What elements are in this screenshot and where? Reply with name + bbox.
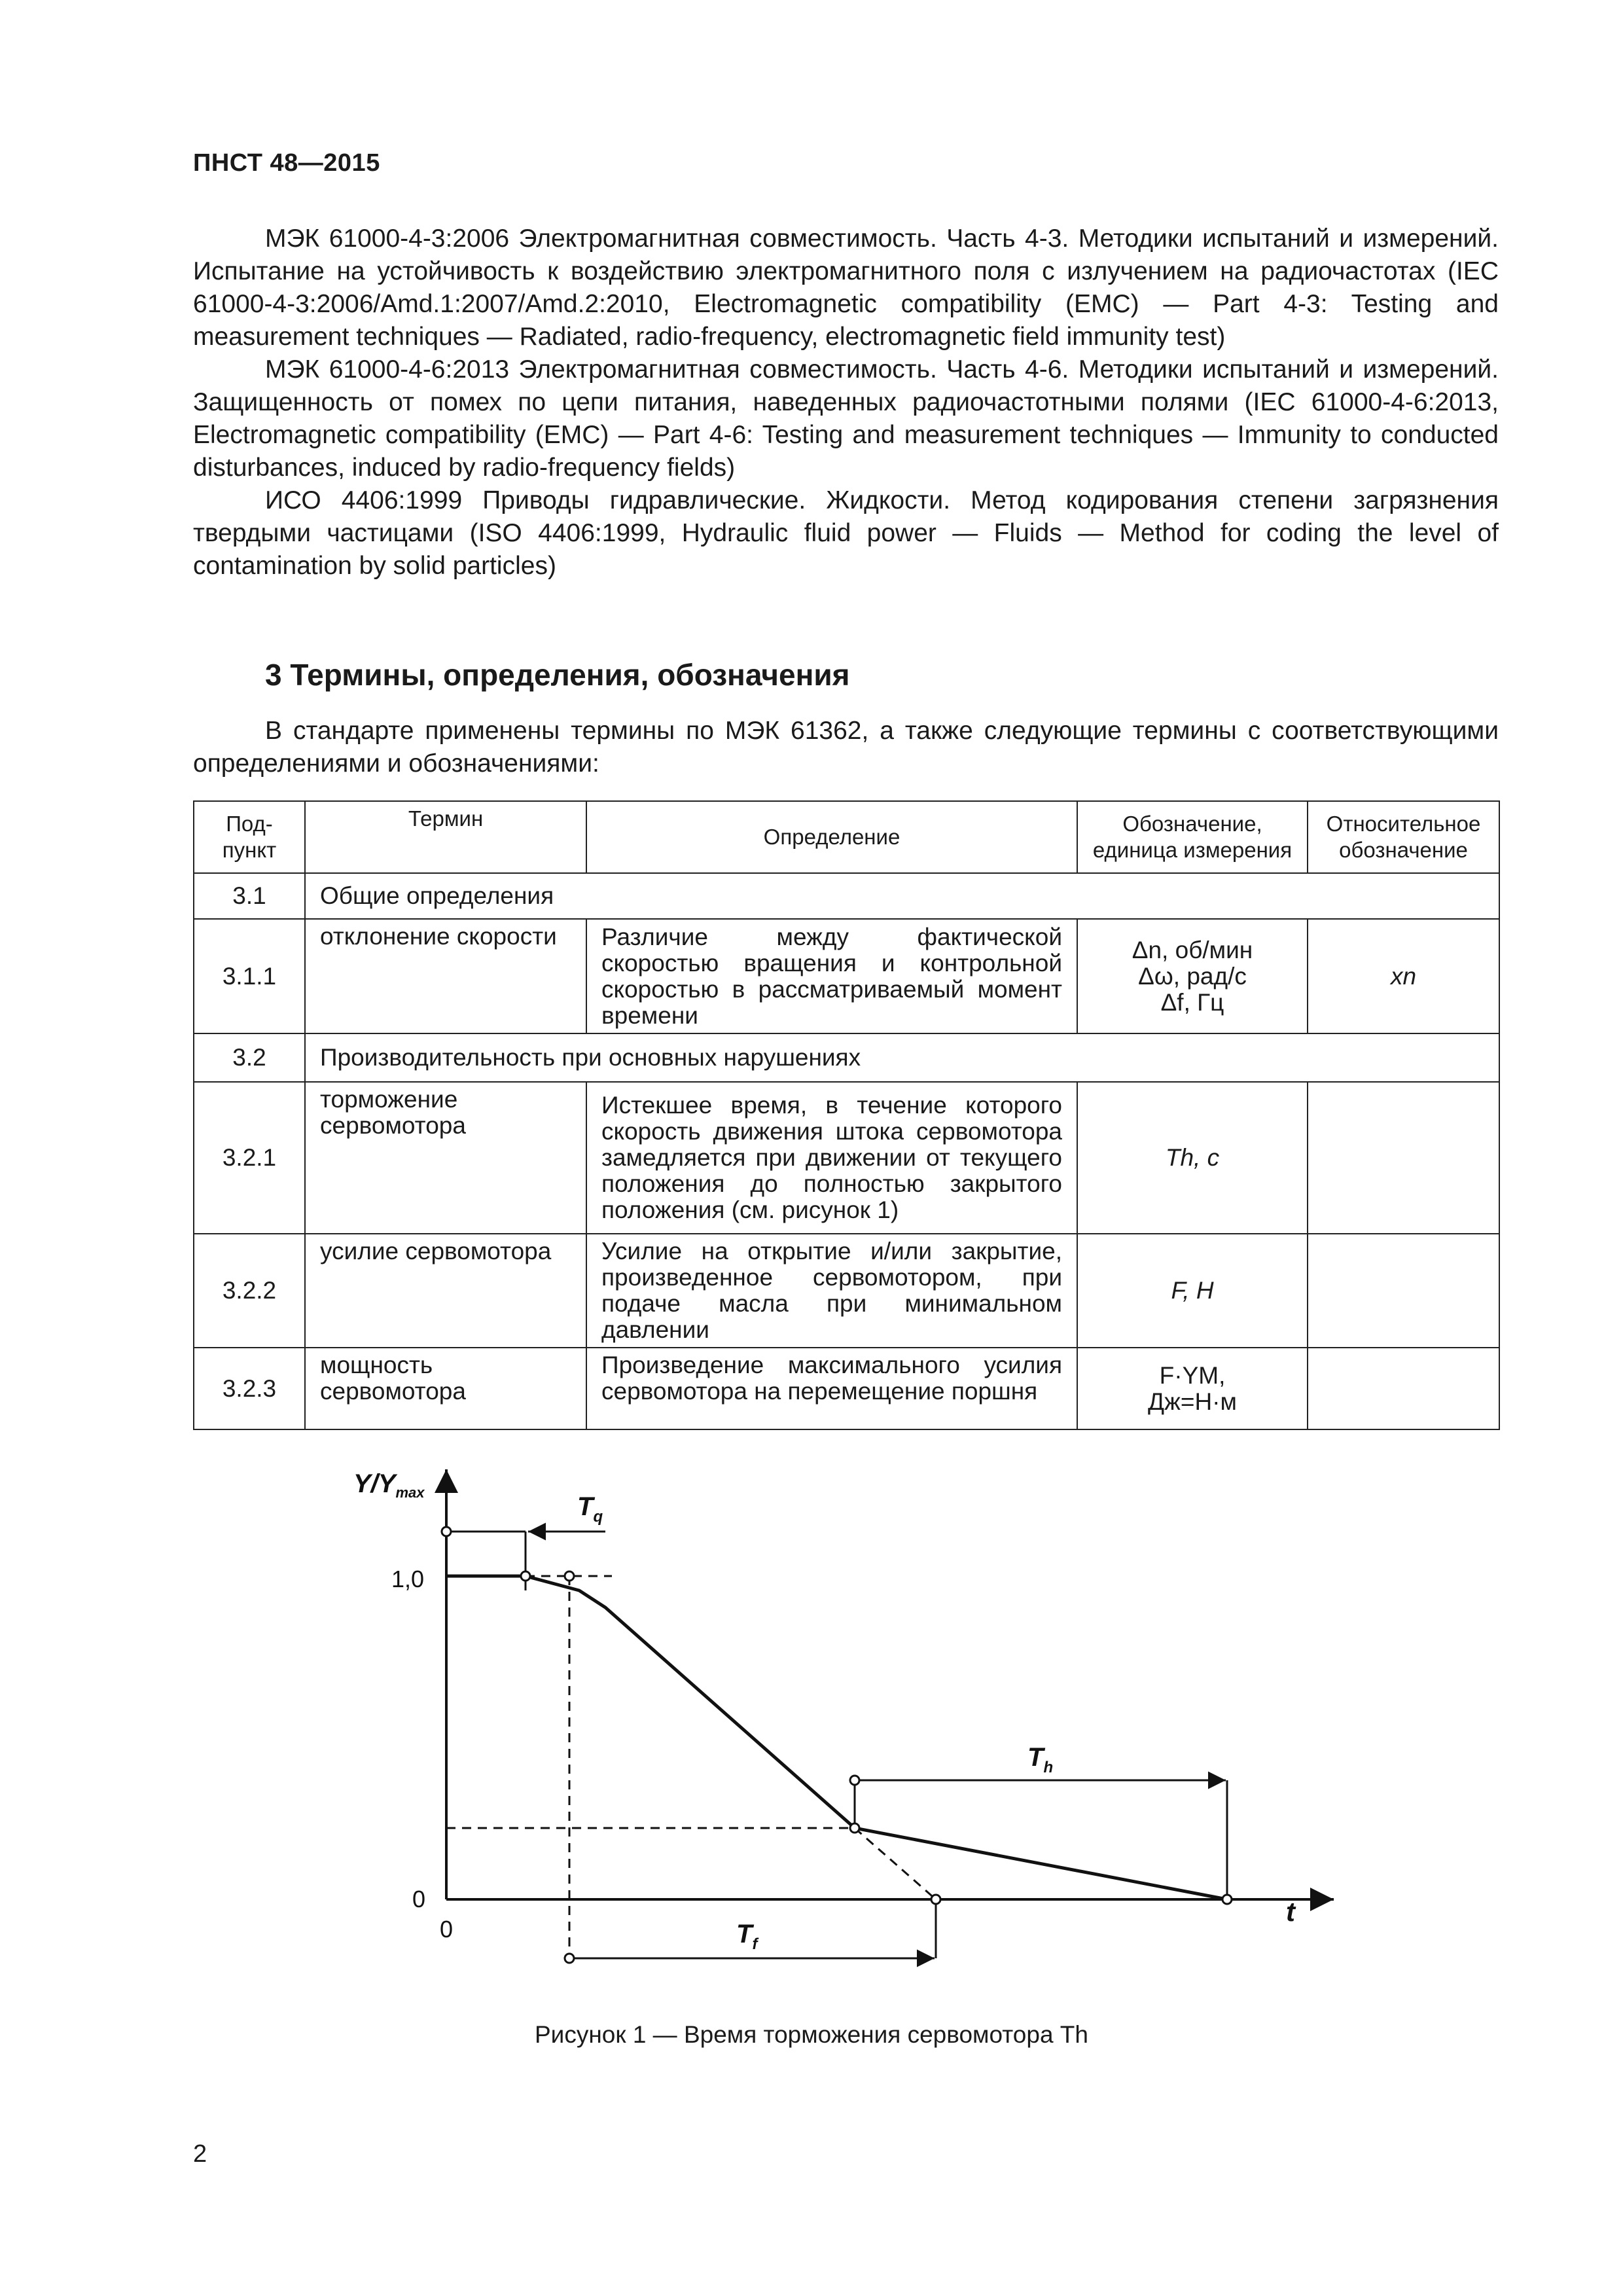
symbol-line: Дж=Н·м <box>1148 1388 1237 1415</box>
tq-label: $T_q$ <box>577 1492 603 1526</box>
marker-point <box>565 1954 574 1963</box>
term-cell: отклонение скорости <box>305 919 586 1033</box>
row-number: 3.2.3 <box>194 1348 305 1429</box>
term-cell: усилие сервомотора <box>305 1234 586 1348</box>
term-cell: торможение сервомотора <box>305 1082 586 1234</box>
row-number: 3.1.1 <box>194 919 305 1033</box>
table-row <box>194 1082 1499 1234</box>
relative-symbol-cell <box>1308 1082 1499 1234</box>
marker-point <box>1222 1895 1232 1904</box>
symbol-line: Δf, Гц <box>1160 988 1224 1016</box>
symbol-line: Δn, об/мин <box>1132 936 1253 963</box>
table-row <box>194 919 1499 1033</box>
dashed-slope-extension <box>855 1828 936 1899</box>
symbol-cell <box>1077 919 1308 1033</box>
symbol-line: Δω, рад/с <box>1138 962 1247 990</box>
servomotor-position-curve <box>446 1576 1227 1899</box>
figure-caption: Рисунок 1 — Время торможения сервомотора Th <box>535 2021 1088 2048</box>
header-term: Термин <box>305 801 586 873</box>
marker-point <box>565 1571 574 1581</box>
row-number: 3.2.1 <box>194 1082 305 1234</box>
symbol-cell <box>1077 1348 1308 1429</box>
symbol-cell <box>1077 1234 1308 1348</box>
marker-point <box>850 1823 859 1833</box>
relative-symbol: xn <box>1390 962 1417 990</box>
tick-x-0: 0 <box>440 1916 454 1943</box>
symbol-line: F·YМ, <box>1159 1361 1226 1389</box>
tf-label: $T_f$ <box>736 1920 758 1953</box>
group-title: Производительность при основных нарушениях <box>305 1033 1499 1082</box>
definition-cell: Усилие на открытие и/или закрытие, произведенное сервомотором, при подаче масла при минимальном давлении <box>586 1234 1077 1348</box>
marker-point <box>521 1571 530 1581</box>
header-relative: Относительное обозначение <box>1308 801 1499 873</box>
table-row <box>194 1348 1499 1429</box>
term-cell: мощность сервомотора <box>305 1348 586 1429</box>
definition-cell: Различие между фактической скоростью вращения и контрольной скоростью в рассматриваемый момент времени <box>586 919 1077 1033</box>
table-row <box>194 1033 1499 1082</box>
curve-markers <box>442 1527 1232 1963</box>
th-label: $T_h$ <box>1027 1743 1054 1776</box>
header-symbol: Обозначение, единица измерения <box>1077 801 1308 873</box>
marker-point <box>931 1895 940 1904</box>
header-definition: Определение <box>586 801 1077 873</box>
group-title: Общие определения <box>305 873 1499 919</box>
tick-y-0: 0 <box>412 1886 426 1912</box>
table-header-row <box>194 801 1499 873</box>
relative-symbol-cell <box>1308 919 1499 1033</box>
marker-point <box>442 1527 451 1536</box>
relative-symbol-cell <box>1308 1234 1499 1348</box>
terms-table <box>193 800 1500 1430</box>
header-subclause: Под-пункт <box>194 801 305 873</box>
x-axis-label: t <box>1286 1896 1295 1927</box>
row-number: 3.2.2 <box>194 1234 305 1348</box>
reference-iso-4406: ИСО 4406:1999 Приводы гидравлические. Жидкости. Метод кодирования степени загрязнения твердыми частицами (ISO 4406:1999, Hydraulic fluid power — Fluids — Method for coding the level of contamination by solid particles) <box>193 486 1499 580</box>
definition-cell: Истекшее время, в течение которого скорость движения штока сервомотора замедляется при движении от текущего положения до полностью закрытого положения (см. рисунок 1) <box>586 1082 1077 1234</box>
normative-references <box>193 223 1499 583</box>
braking-time-figure <box>314 1460 1361 1996</box>
y-axis-label: $Y/Y_{max}$ <box>353 1469 425 1501</box>
table-row <box>194 1234 1499 1348</box>
document-code: ПНСТ 48—2015 <box>193 149 380 177</box>
definition-cell: Произведение максимального усилия сервомотора на перемещение поршня <box>586 1348 1077 1429</box>
table-row <box>194 873 1499 919</box>
reference-iec-61000-4-3: МЭК 61000-4-3:2006 Электромагнитная совместимость. Часть 4-3. Методики испытаний и измерений. Испытание на устойчивость к воздействию электромагнитного поля с излучением на радиочастотах (IEC 61000-4-3:2006/Amd.1:2007/Amd.2:2010, Electromagnetic compatibility (EMC) — Part 4-3: Testing and measurement techniques — Radiated, radio-frequency, electromagnetic field immunity test) <box>193 224 1499 351</box>
section-title: 3 Термины, определения, обозначения <box>265 658 850 692</box>
symbol-cell <box>1077 1082 1308 1234</box>
marker-point <box>850 1776 859 1785</box>
row-number: 3.1 <box>194 873 305 919</box>
tick-y-1: 1,0 <box>391 1566 425 1592</box>
symbol-text: Th, с <box>1165 1144 1220 1171</box>
page-number: 2 <box>193 2140 207 2168</box>
row-number: 3.2 <box>194 1033 305 1082</box>
relative-symbol-cell <box>1308 1348 1499 1429</box>
symbol-text: F, Н <box>1171 1277 1214 1304</box>
reference-iec-61000-4-6: МЭК 61000-4-6:2013 Электромагнитная совместимость. Часть 4-6. Методики испытаний и измерений. Защищенность от помех по цепи питания, наведенных радиочастотными полями (IEC 61000-4-6:2013, Electromagnetic compatibility (EMC) — Part 4-6: Testing and measurement techniques — Immunity to conducted disturbances, induced by radio-frequency fields) <box>193 355 1499 482</box>
intro-text: В стандарте применены термины по МЭК 61362, а также следующие термины с соответствующими определениями и обозначениями: <box>193 717 1499 778</box>
section-intro <box>193 715 1499 780</box>
